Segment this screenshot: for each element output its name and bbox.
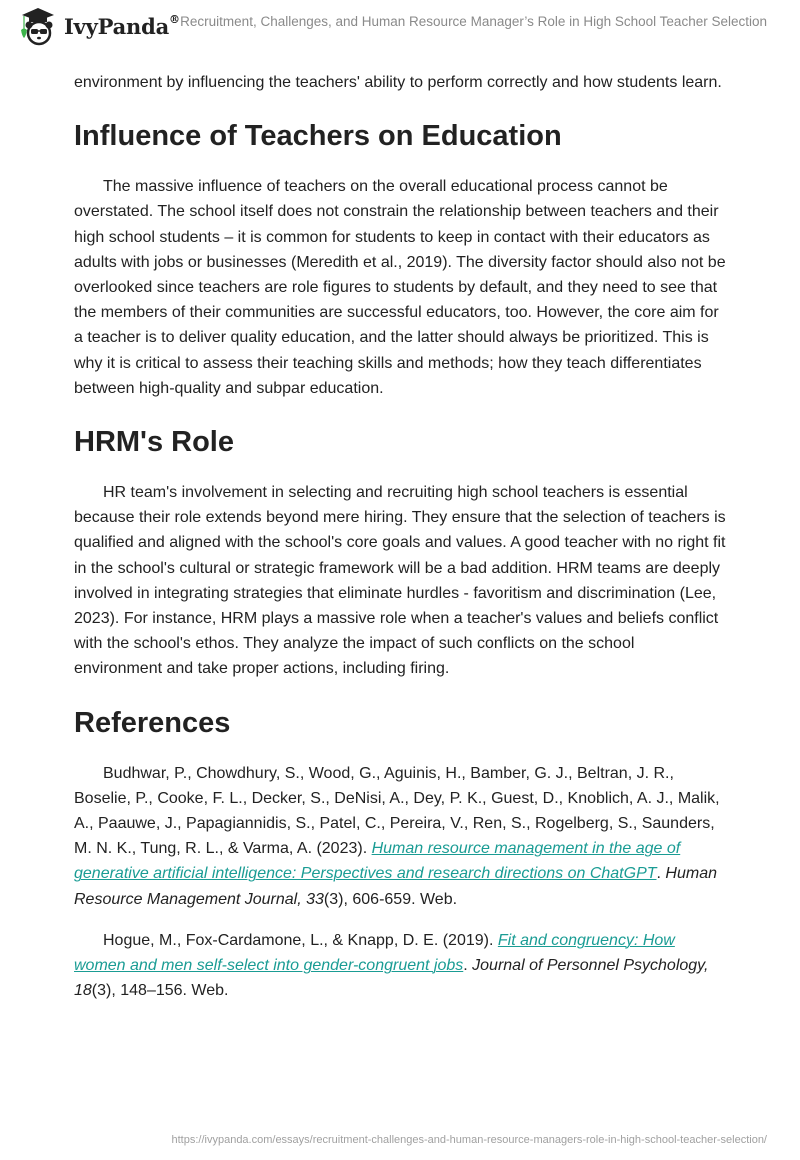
ivypanda-logo[interactable] [18,6,180,46]
reference-details: (3), 148–156. Web. [91,982,229,1000]
reference-item [74,928,726,1004]
section-heading-hrm-role: HRM's Role [74,426,234,459]
section-paragraph-influence: The massive influence of teachers on the overall educational process cannot be overstated. The school itself does not constrain the relationship between teachers and their high school students – it is common for students to keep in contact with their educators as adults with jobs or businesses (Meredith et al., 2019). The diversity factor should also not be overlooked since teachers are role figures to students by default, and they need to see that the members of their communities are successful educators, too. However, the core aim for a teacher is to deliver quality education, and the latter should always be prioritized. This is why it is critical to assess their teaching skills and methods; how they teach differentiates between high-quality and subpar education. [74,178,726,397]
reference-title-link[interactable]: Human resource management in the age of generative artificial intelligence: Perspectives and research directions on ChatGPT [74,840,681,883]
reference-item [74,761,726,912]
references-heading: References [74,706,231,739]
footer-source-url[interactable]: https://ivypanda.com/essays/recruitment-challenges-and-human-resource-managers-role-in-high-school-teacher-selection/ [171,1134,767,1146]
reference-journal: Journal of Personnel Psychology, 18 [74,957,709,1000]
reference-punctuation: . [463,957,473,975]
section-paragraph-hrm-role: HR team's involvement in selecting and recruiting high school teachers is essential because their role extends beyond mere hiring. They ensure that the selection of teachers is qualified and aligned with the school's core goals and values. A good teacher with no right fit in the school's cultural or strategic framework will be a bad addition. HRM teams are deeply involved in integrating strategies that eliminate hurdles - favoritism and discrimination (Lee, 2023). For instance, HRM plays a massive role when a teacher's values and beliefs conflict with the school's ethos. They analyze the impact of such conflicts on the school environment and take proper actions, including firing. [74,484,726,678]
section-heading-influence: Influence of Teachers on Education [74,120,562,153]
page-header [0,0,800,50]
reference-journal: Human Resource Management Journal, 33 [74,865,717,908]
reference-title-link[interactable]: Fit and congruency: How women and men self-select into gender-congruent jobs [74,931,675,975]
intro-continuation-paragraph: environment by influencing the teachers' ability to perform correctly and how students learn. [74,74,722,91]
panda-graduate-icon [18,6,58,46]
document-title: Recruitment, Challenges, and Human Resource Manager’s Role in High School Teacher Selection [180,14,767,29]
logo-wordmark: IvyPanda® [64,12,180,39]
reference-authors: Budhwar, P., Chowdhury, S., Wood, G., Aguinis, H., Bamber, G. J., Beltran, J. R., Boselie, P., Cooke, F. L., Decker, S., DeNisi, A., Dey, P. K., Guest, D., Knoblich, A. J., Malik, A., Paauwe, J., Papagiannidis, S., Patel, C., Pereira, V., Ren, S., Rogelberg, S., Saunders, M. N. K., Tung, R. L., & Varma, A. (2023). [74,764,720,858]
reference-details: (3), 606-659. Web. [323,890,458,908]
essay-body [74,70,726,1003]
reference-punctuation: . [656,865,666,883]
reference-authors: Hogue, M., Fox-Cardamone, L., & Knapp, D. E. (2019). [103,931,498,949]
